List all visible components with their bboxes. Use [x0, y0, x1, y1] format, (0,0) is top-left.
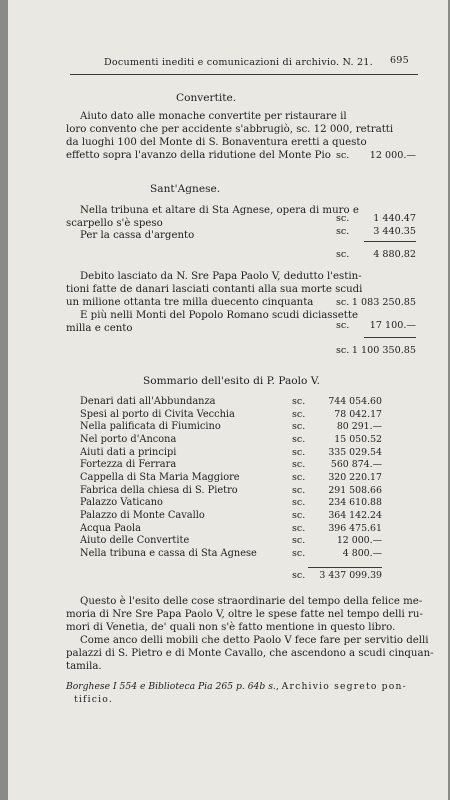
sommario-item-value: 15 050.52	[334, 433, 382, 445]
debito-line: milla e cento	[66, 323, 133, 334]
header-rule	[70, 74, 418, 75]
sommario-item-value: 396 475.61	[328, 522, 382, 534]
debito-line: tioni fatte de danari lasciati contanti alla sua morte scudi	[66, 284, 363, 295]
sc-label: sc.	[292, 396, 306, 407]
sommario-item-value: 744 054.60	[328, 396, 382, 407]
sommario-item-value: 12 000.—	[336, 535, 382, 547]
sommario-item-value: 80 291.—	[336, 421, 382, 433]
sc-label: sc.	[292, 535, 306, 547]
sum-rule	[364, 241, 416, 242]
section-heading-sommario: Sommario dell'esito di P. Paolo V.	[143, 375, 320, 387]
sommario-item-value: 364 142.24	[328, 509, 382, 521]
sommario-item-label: Palazzo di Monte Cavallo	[80, 509, 205, 521]
convertite-line: da luoghi 100 del Monte di S. Bonaventura eretti a questo	[66, 137, 367, 148]
sc-label: sc.	[292, 433, 306, 445]
closing-line: Questo è l'esito delle cose straordinarie del tempo della felice me-	[80, 596, 423, 607]
source-italic: Borghese I 554 e Biblioteca Pia 265 p. 64b s.,	[66, 681, 279, 692]
sommario-item-label: Nella palificata di Fiumicino	[80, 421, 221, 433]
total-amount: 3 437 099.39	[319, 570, 382, 581]
sommario-item-label: Aiuto delle Convertite	[80, 535, 190, 547]
sum-rule	[308, 567, 382, 568]
sc-label: sc.	[336, 345, 350, 356]
closing-line: tamila.	[66, 661, 102, 672]
sum-rule	[364, 337, 416, 338]
agnese-line: scarpello s'è speso	[66, 218, 163, 229]
sommario-item-label: Denari dati all'Abbundanza	[80, 396, 216, 407]
amount: 17 100.—	[369, 320, 416, 331]
closing-line: moria di Nre Sre Papa Paolo V, oltre le spese fatte nel tempo delli ru-	[66, 609, 423, 620]
sc-label: sc.	[292, 421, 306, 433]
sommario-item-label: Aiuti dati a principi	[80, 446, 177, 458]
sommario-item-label: Fabrica della chiesa di S. Pietro	[80, 484, 238, 496]
sommario-item-value: 291 508.66	[328, 484, 382, 496]
sommario-item-label: Fortezza di Ferrara	[80, 459, 177, 471]
page-number: 695	[390, 55, 409, 66]
sommario-item-value: 320 220.17	[328, 471, 382, 483]
sommario-item-value: 335 029.54	[328, 446, 382, 458]
closing-line: mori di Venetia, de' quali non s'è fatto mentione in questo libro.	[66, 622, 396, 633]
source-archive: Archivio segreto pon-	[281, 681, 407, 692]
sc-label: sc.	[336, 249, 350, 260]
sc-label: sc.	[292, 570, 306, 581]
running-title: Documenti inediti e comunicazioni di archivio. N. 21.	[104, 57, 373, 68]
sc-label: sc.	[292, 408, 306, 420]
debito-line: un milione ottanta tre milla duecento cinquanta	[66, 297, 314, 308]
sommario-item-value: 4 800.—	[342, 547, 382, 559]
sc-label: sc.	[292, 522, 306, 534]
sommario-item-label: Acqua Paola	[80, 522, 141, 534]
convertite-line: Aiuto dato alle monache convertite per ristaurare il	[80, 111, 347, 122]
document-page	[8, 0, 448, 800]
section-heading-agnese: Sant'Agnese.	[150, 183, 221, 195]
closing-line: Come anco delli mobili che detto Paolo V fece fare per servitio delli	[80, 635, 429, 646]
sc-label: sc.	[292, 547, 306, 559]
source-note-line2: tificio.	[74, 694, 113, 705]
debito-line: Debito lasciato da N. Sre Papa Paolo V, dedutto l'estin-	[80, 271, 362, 282]
section-heading-convertite: Convertite.	[176, 92, 237, 104]
agnese-line: Nella tribuna et altare di Sta Agnese, opera di muro e	[80, 205, 359, 216]
sommario-item-value: 234 610.88	[328, 497, 382, 509]
convertite-line: loro convento che per accidente s'abbrugiò, sc. 12 000, retratti	[66, 124, 394, 135]
sc-label: sc.	[292, 446, 306, 458]
amount: 1 440.47	[373, 213, 416, 224]
sc-label: sc.	[292, 459, 306, 471]
sc-label: sc.	[292, 484, 306, 496]
amount: 1 083 250.85	[351, 297, 416, 308]
sommario-item-label: Cappella di Sta Maria Maggiore	[80, 471, 240, 483]
sommario-item-label: Nel porto d'Ancona	[80, 433, 177, 445]
sc-label: sc.	[292, 471, 306, 483]
amount: 12 000.—	[369, 150, 416, 161]
total-amount: 4 880.82	[373, 249, 416, 260]
sc-label: sc.	[336, 150, 350, 161]
sommario-item-label: Spesi al porto di Civita Vecchia	[80, 408, 235, 420]
debito-line: E più nelli Monti del Popolo Romano scudi diciassette	[80, 310, 358, 321]
closing-line: palazzi di S. Pietro e di Monte Cavallo, che ascendono a scudi cinquan-	[66, 648, 434, 659]
sc-label: sc.	[336, 297, 350, 308]
source-note	[66, 681, 407, 692]
agnese-line: Per la cassa d'argento	[80, 230, 195, 241]
sc-label: sc.	[336, 213, 350, 224]
sc-label: sc.	[292, 497, 306, 509]
sommario-item-value: 560 874.—	[330, 459, 382, 471]
sommario-item-value: 78 042.17	[334, 408, 382, 420]
sc-label: sc.	[292, 509, 306, 521]
total-amount: 1 100 350.85	[351, 345, 416, 356]
sommario-item-label: Palazzo Vaticano	[80, 497, 163, 509]
sc-label: sc.	[336, 226, 350, 237]
sc-label: sc.	[336, 320, 350, 331]
sommario-item-label: Nella tribuna e cassa di Sta Agnese	[80, 547, 257, 559]
convertite-line: effetto sopra l'avanzo della ridutione del Monte Pio	[66, 150, 331, 161]
amount: 3 440.35	[373, 226, 416, 237]
